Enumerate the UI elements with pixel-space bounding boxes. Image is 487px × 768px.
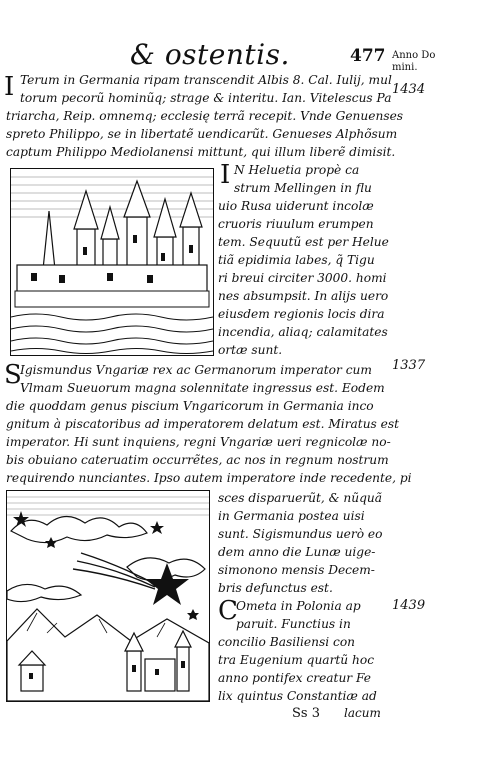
city-woodcut-drawing <box>11 169 213 355</box>
para2-line-6: tiã epidimia labes, q̃ Tigu <box>218 253 375 267</box>
para2-line-9: eiusdem regionis locis dira <box>218 307 385 321</box>
para2-line-8: nes absumpsit. In alijs uero <box>218 289 389 303</box>
para3-line-7: requirendo nunciantes. Ipso autem imperatore inde recedente, pi <box>6 471 412 485</box>
para2-line-3: uio Rusa uiderunt incolæ <box>218 199 374 213</box>
comet-woodcut-drawing <box>7 491 209 701</box>
anno-domini-label: Anno Do mini. <box>392 50 436 73</box>
para5-line-5: anno pontifex creatur Fe <box>218 671 372 685</box>
para1-line-2: torum pecorũ hominũq; strage & interitu. Ian. Vitelescus Pa <box>20 91 392 105</box>
page-number: 477 <box>350 46 386 66</box>
para3-line-3: die quoddam genus piscium Vngaricorum in Germania inco <box>6 399 374 413</box>
para1-line-4: spreto Philippo, se in libertatẽ uendicarũt. Genueses Alphõsum <box>6 127 398 141</box>
para5-line-2: paruit. Functius in <box>236 617 351 631</box>
para2-line-10: incendia, aliaq; calamitates <box>218 325 388 339</box>
para2-line-11: ortæ sunt. <box>218 343 283 357</box>
dropcap-3: S <box>4 360 22 390</box>
para5-line-1: Ometa in Polonia ap <box>236 599 361 613</box>
para2-line-7: ri breui circiter 3000. homi <box>218 271 387 285</box>
dropcap-1: I <box>4 72 15 102</box>
para4-line-4: dem anno die Lunæ uige- <box>218 545 376 559</box>
city-woodcut <box>10 168 214 356</box>
para4-line-6: bris defunctus est. <box>218 581 333 595</box>
para4-line-2: in Germania postea uisi <box>218 509 365 523</box>
comet-woodcut <box>6 490 210 702</box>
para3-line-2: Vlmam Sueuorum magna solennitate ingressus est. Eodem <box>20 381 385 395</box>
margin-year-3: 1439 <box>392 598 426 613</box>
margin-year-1: 1434 <box>392 82 426 97</box>
para2-line-5: tem. Sequutũ est per Helue <box>218 235 389 249</box>
para2-line-2: strum Mellingen in flu <box>234 181 372 195</box>
signature-mark: Ss 3 <box>292 706 320 721</box>
para1-line-5: captum Philippo Mediolanensi mittunt, qui illum liberẽ dimisit. <box>6 145 396 159</box>
para2-line-4: cruoris riuulum erumpen <box>218 217 374 231</box>
running-title: & ostentis. <box>130 38 290 71</box>
para3-line-5: imperator. Hi sunt inquiens, regni Vngariæ ueri regnicolæ no- <box>6 435 391 449</box>
para1-line-1: Terum in Germania ripam transcendit Albis 8. Cal. Iulij, mul <box>20 73 392 87</box>
dropcap-2: I <box>220 160 231 190</box>
para3-line-4: gnitum à piscatoribus ad imperatorem delatum est. Miratus est <box>6 417 400 431</box>
para3-line-1: Igismundus Vngariæ rex ac Germanorum imperator cum <box>20 363 372 377</box>
catchword: lacum <box>344 706 381 720</box>
para5-line-4: tra Eugenium quartũ hoc <box>218 653 375 667</box>
para4-line-1: sces disparuerũt, & nũquã <box>218 491 382 505</box>
para4-line-5: simonono mensis Decem- <box>218 563 375 577</box>
para5-line-6: lix quintus Constantiæ ad <box>218 689 377 703</box>
para5-line-3: concilio Basiliensi con <box>218 635 356 649</box>
para2-line-1: N Heluetia propè ca <box>234 163 360 177</box>
para3-line-6: bis obuiano cateruatim occurrẽtes, ac nos in regnum nostrum <box>6 453 389 467</box>
para1-line-3: triarcha, Reip. omnemq; ecclesię terrã recepit. Vnde Genuenses <box>6 109 404 123</box>
para4-line-3: sunt. Sigismundus uerò eo <box>218 527 383 541</box>
dropcap-5: C <box>218 596 238 626</box>
margin-year-2: 1337 <box>392 358 426 373</box>
